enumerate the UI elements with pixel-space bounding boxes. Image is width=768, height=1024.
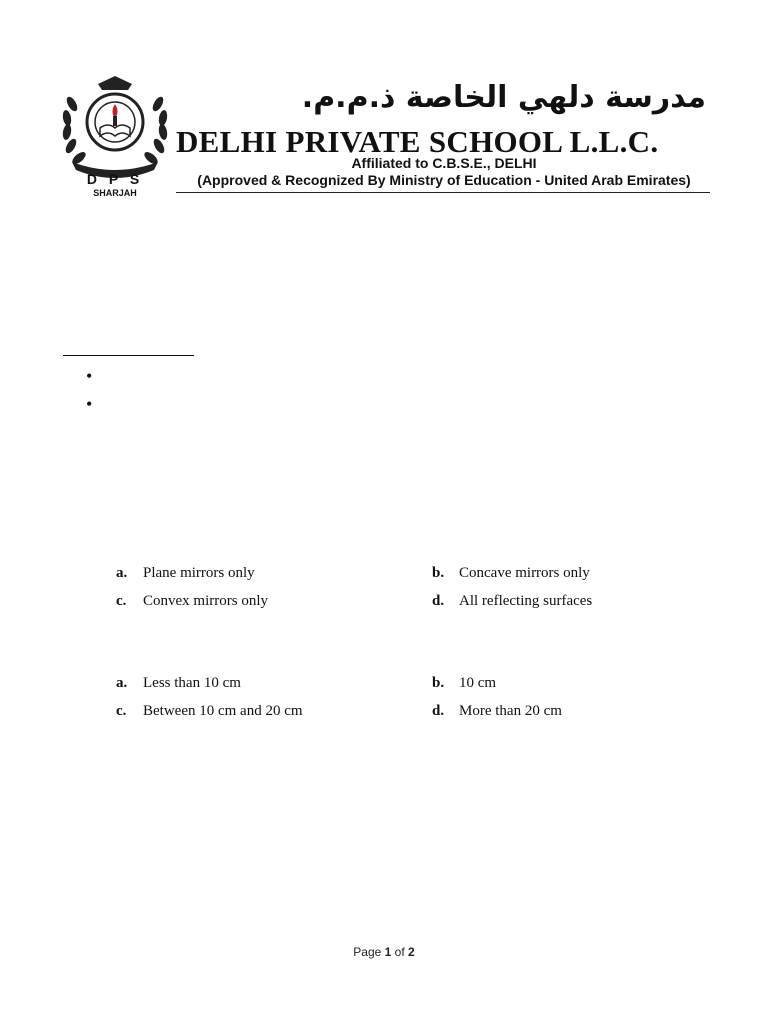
approval-line: (Approved & Recognized By Ministry of Education - United Arab Emirates)	[197, 172, 691, 188]
option-letter: b.	[432, 675, 445, 691]
option-text: All reflecting surfaces	[459, 593, 593, 609]
question-2-option-a	[116, 675, 241, 692]
question-1-option-b	[432, 565, 590, 582]
page-current: 1	[384, 945, 392, 959]
bullet-marker: •	[86, 394, 93, 414]
header-divider	[176, 192, 710, 193]
option-letter: c.	[116, 703, 127, 719]
school-logo	[58, 74, 172, 198]
logo-text-bottom: SHARJAH	[93, 188, 137, 198]
heading-underline	[63, 355, 194, 356]
option-letter: a.	[116, 565, 128, 581]
school-name: DELHI PRIVATE SCHOOL L.L.C.	[176, 124, 659, 159]
option-text: More than 20 cm	[459, 703, 562, 719]
school-name-arabic: مدرسة دلهي الخاصة ذ.م.م.	[301, 80, 706, 115]
option-text: 10 cm	[459, 675, 497, 691]
option-letter: d.	[432, 703, 445, 719]
page-total: 2	[408, 945, 415, 959]
option-text: Convex mirrors only	[143, 593, 268, 609]
affiliation-line: Affiliated to C.B.S.E., DELHI	[351, 155, 537, 171]
option-text: Concave mirrors only	[459, 565, 590, 581]
option-letter: d.	[432, 593, 445, 609]
page-number	[0, 945, 768, 959]
question-2-option-d	[432, 703, 562, 720]
question-1-option-d	[432, 593, 592, 610]
page-prefix: Page	[353, 945, 382, 959]
option-letter: a.	[116, 675, 128, 691]
bullet-marker: •	[86, 366, 93, 386]
option-letter: c.	[116, 593, 127, 609]
question-2-option-c	[116, 703, 303, 720]
option-text: Less than 10 cm	[143, 675, 241, 691]
page-of: of	[394, 945, 405, 959]
school-crest-icon	[58, 74, 172, 198]
question-1-option-a	[116, 565, 255, 582]
option-text: Plane mirrors only	[143, 565, 255, 581]
option-letter: b.	[432, 565, 445, 581]
logo-text-top: D P S	[86, 171, 144, 187]
option-text: Between 10 cm and 20 cm	[143, 703, 303, 719]
question-1-option-c	[116, 593, 268, 610]
question-2-option-b	[432, 675, 496, 692]
